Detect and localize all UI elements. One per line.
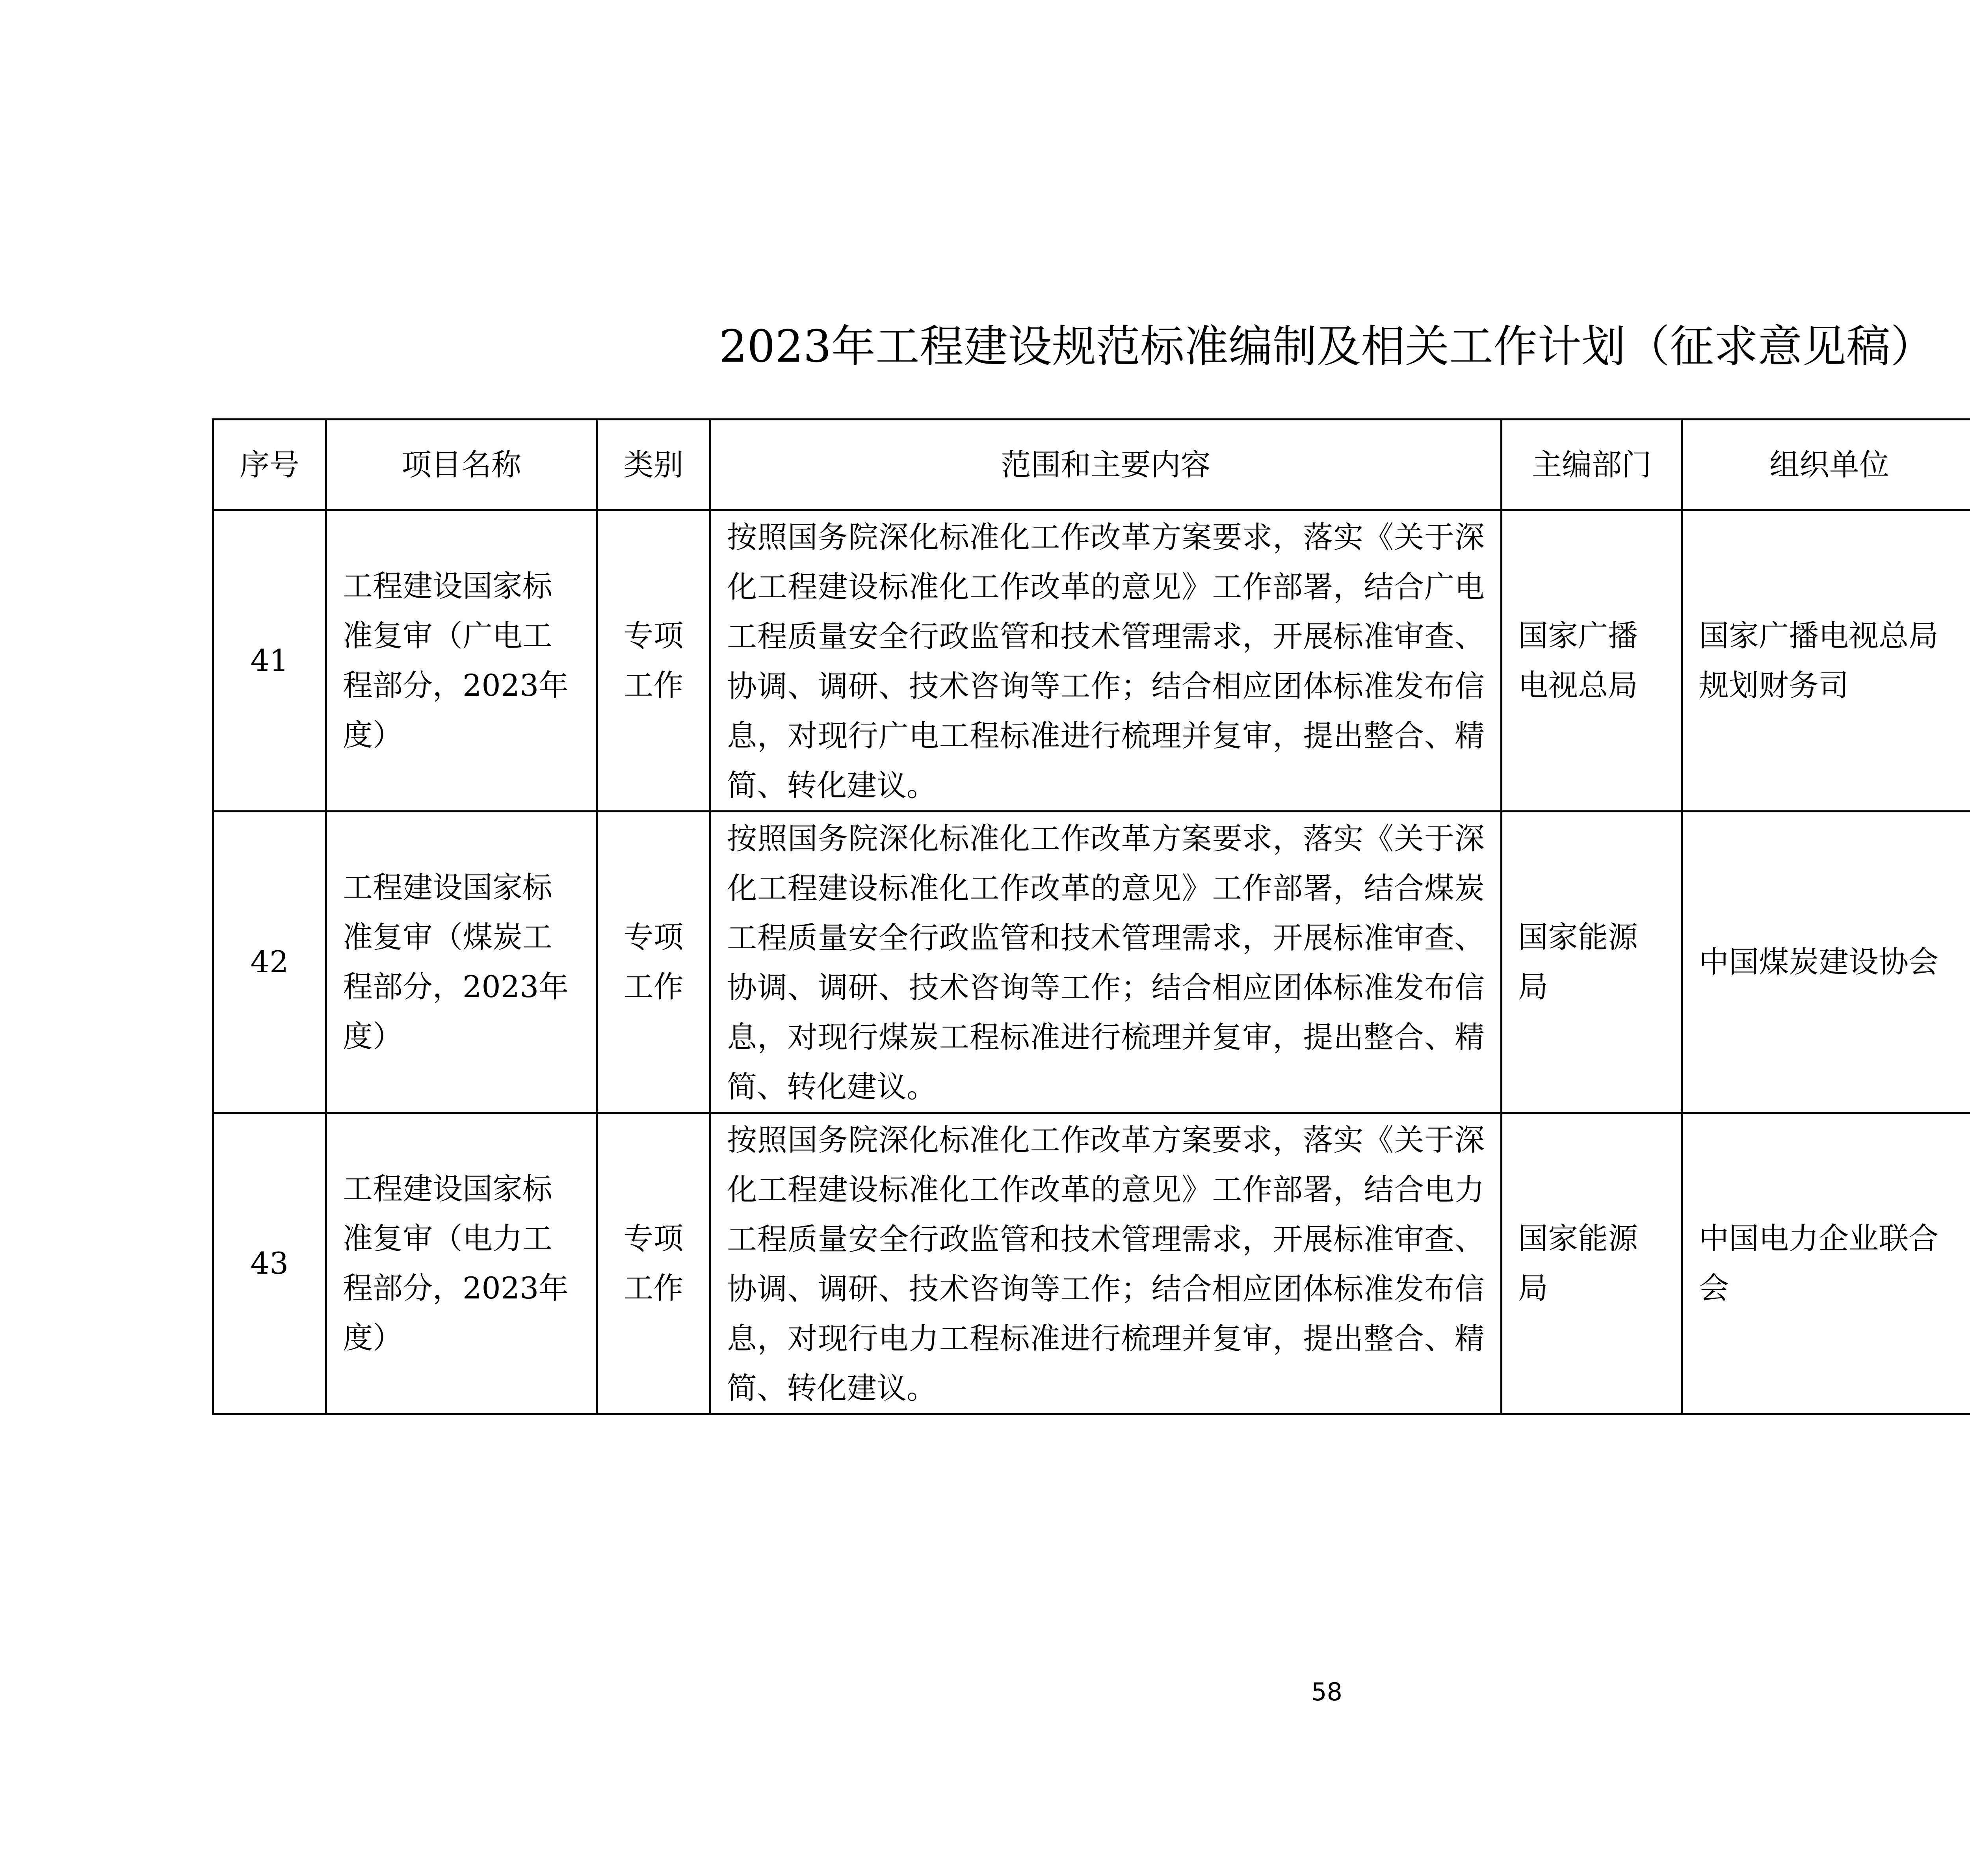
table-row [213, 812, 1970, 1113]
scope-text: 按照国务院深化标准化工作改革方案要求，落实《关于深化工程建设标准化工作改革的意见》工作部署，结合广电工程质量安全行政监管和技术管理需求，开展标准审查、协调、调研、技术咨询等工作；结合相应团体标准发布信息，对现行广电工程标准进行梳理并复审，提出整合、精简、转化建议。 [727, 520, 1485, 803]
cell-category: 专项工作 [597, 510, 710, 812]
cell-org-unit: 国家广播电视总局规划财务司 [1682, 510, 1970, 812]
cell-name: 工程建设国家标准复审（电力工程部分，2023年度） [326, 1113, 597, 1414]
cell-lead-dept: 国家能源局 [1502, 812, 1682, 1113]
table-row [213, 1113, 1970, 1414]
scope-text: 按照国务院深化标准化工作改革方案要求，落实《关于深化工程建设标准化工作改革的意见》工作部署，结合电力工程质量安全行政监管和技术管理需求，开展标准审查、协调、调研、技术咨询等工作；结合相应团体标准发布信息，对现行电力工程标准进行梳理并复审，提出整合、精简、转化建议。 [727, 1122, 1485, 1406]
cell-scope [710, 1113, 1502, 1414]
cell-org-unit: 中国电力企业联合会 [1682, 1113, 1970, 1414]
header-category: 类别 [597, 420, 710, 510]
cell-name: 工程建设国家标准复审（广电工程部分，2023年度） [326, 510, 597, 812]
cell-category: 专项工作 [597, 812, 710, 1113]
cell-seq: 42 [213, 812, 326, 1113]
header-lead-dept: 主编部门 [1502, 420, 1682, 510]
cell-seq: 41 [213, 510, 326, 812]
header-org-unit: 组织单位 [1682, 420, 1970, 510]
scope-text: 按照国务院深化标准化工作改革方案要求，落实《关于深化工程建设标准化工作改革的意见》工作部署，结合煤炭工程质量安全行政监管和技术管理需求，开展标准审查、协调、调研、技术咨询等工作；结合相应团体标准发布信息，对现行煤炭工程标准进行梳理并复审，提出整合、精简、转化建议。 [727, 821, 1485, 1104]
cell-name: 工程建设国家标准复审（煤炭工程部分，2023年度） [326, 812, 597, 1113]
page-title: 2023年工程建设规范标准编制及相关工作计划（征求意见稿） [719, 321, 1935, 372]
cell-lead-dept: 国家广播电视总局 [1502, 510, 1682, 812]
page-number: 58 [1311, 1677, 1342, 1706]
header-name: 项目名称 [326, 420, 597, 510]
cell-org-unit: 中国煤炭建设协会 [1682, 812, 1970, 1113]
work-plan-table [212, 418, 1970, 1415]
cell-category: 专项工作 [597, 1113, 710, 1414]
cell-scope [710, 510, 1502, 812]
table-header-row [213, 420, 1970, 510]
cell-lead-dept: 国家能源局 [1502, 1113, 1682, 1414]
header-seq: 序号 [213, 420, 326, 510]
header-scope: 范围和主要内容 [710, 420, 1502, 510]
cell-seq: 43 [213, 1113, 326, 1414]
cell-scope [710, 812, 1502, 1113]
table-row [213, 510, 1970, 812]
